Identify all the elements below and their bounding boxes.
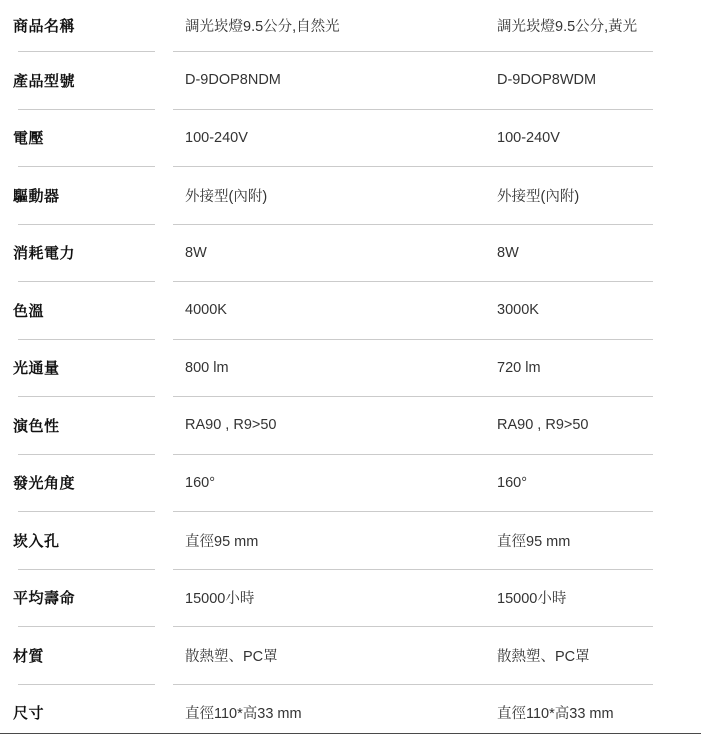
spec-value-col1: 800 lm: [185, 359, 229, 376]
spec-value-col1: 8W: [185, 244, 207, 261]
spec-row-voltage: [0, 110, 701, 167]
spec-row-model-number: [0, 52, 701, 109]
spec-row-beam-angle: [0, 455, 701, 512]
spec-value-col1: 4000K: [185, 302, 227, 319]
spec-row-color-temperature: [0, 282, 701, 339]
spec-value-col1: 調光崁燈9.5公分,自然光: [185, 19, 340, 35]
spec-value-col1: D-9DOP8NDM: [185, 72, 281, 89]
spec-value-col2: 3000K: [497, 302, 539, 319]
spec-label: 光通量: [13, 360, 60, 378]
spec-label: 商品名稱: [13, 18, 76, 35]
spec-row-average-lifespan: [0, 570, 701, 627]
spec-label: 尺寸: [13, 705, 45, 723]
spec-row-color-rendering: [0, 397, 701, 454]
row-divider: [0, 224, 701, 225]
row-divider: [0, 684, 701, 685]
spec-value-col2: 100-240V: [497, 129, 560, 146]
spec-value-col1: 15000小時: [185, 591, 255, 608]
spec-label: 平均壽命: [13, 590, 76, 608]
spec-value-col2: 散熱塑、PC罩: [497, 648, 590, 665]
row-divider: [0, 511, 701, 512]
row-divider: [0, 166, 701, 167]
spec-value-col2: 直徑95 mm: [497, 533, 571, 550]
spec-label: 產品型號: [13, 72, 76, 90]
spec-value-col2: 外接型(內附): [497, 188, 580, 205]
row-divider: [0, 396, 701, 397]
spec-value-col2: 15000小時: [497, 591, 567, 608]
spec-value-col2: 8W: [497, 244, 519, 261]
spec-label: 消耗電力: [13, 245, 76, 263]
spec-label: 材質: [13, 647, 45, 665]
spec-label: 色溫: [13, 302, 45, 320]
spec-row-material: [0, 627, 701, 684]
spec-value-col2: 160°: [497, 474, 527, 491]
spec-label: 發光角度: [13, 475, 76, 493]
spec-label: 崁入孔: [13, 532, 60, 550]
spec-value-col1: 直徑110*高33 mm: [185, 706, 302, 723]
spec-value-col2: 調光崁燈9.5公分,黃光: [497, 19, 638, 35]
spec-value-col2: RA90 , R9>50: [497, 417, 589, 434]
spec-value-col1: RA90 , R9>50: [185, 417, 277, 434]
spec-row-luminous-flux: [0, 340, 701, 397]
spec-row-product-name: [0, 0, 701, 51]
spec-value-col1: 直徑95 mm: [185, 533, 259, 550]
spec-value-col2: 720 lm: [497, 359, 541, 376]
spec-value-col2: D-9DOP8WDM: [497, 72, 597, 89]
spec-value-col1: 100-240V: [185, 129, 248, 146]
row-divider: [0, 454, 701, 455]
row-divider: [0, 626, 701, 627]
spec-row-cutout-hole: [0, 512, 701, 569]
row-divider: [0, 51, 701, 52]
spec-value-col1: 散熱塑、PC罩: [185, 648, 278, 665]
row-divider: [0, 109, 701, 110]
spec-label: 電壓: [13, 130, 45, 148]
spec-row-power-consumption: [0, 225, 701, 282]
spec-value-col1: 外接型(內附): [185, 188, 268, 205]
spec-row-driver: [0, 167, 701, 224]
row-divider: [0, 569, 701, 570]
row-divider: [0, 339, 701, 340]
spec-value-col2: 直徑110*高33 mm: [497, 706, 614, 723]
row-divider: [0, 281, 701, 282]
spec-label: 驅動器: [13, 187, 60, 205]
spec-row-dimensions: [0, 685, 701, 734]
spec-value-col1: 160°: [185, 474, 215, 491]
spec-label: 演色性: [13, 417, 60, 435]
